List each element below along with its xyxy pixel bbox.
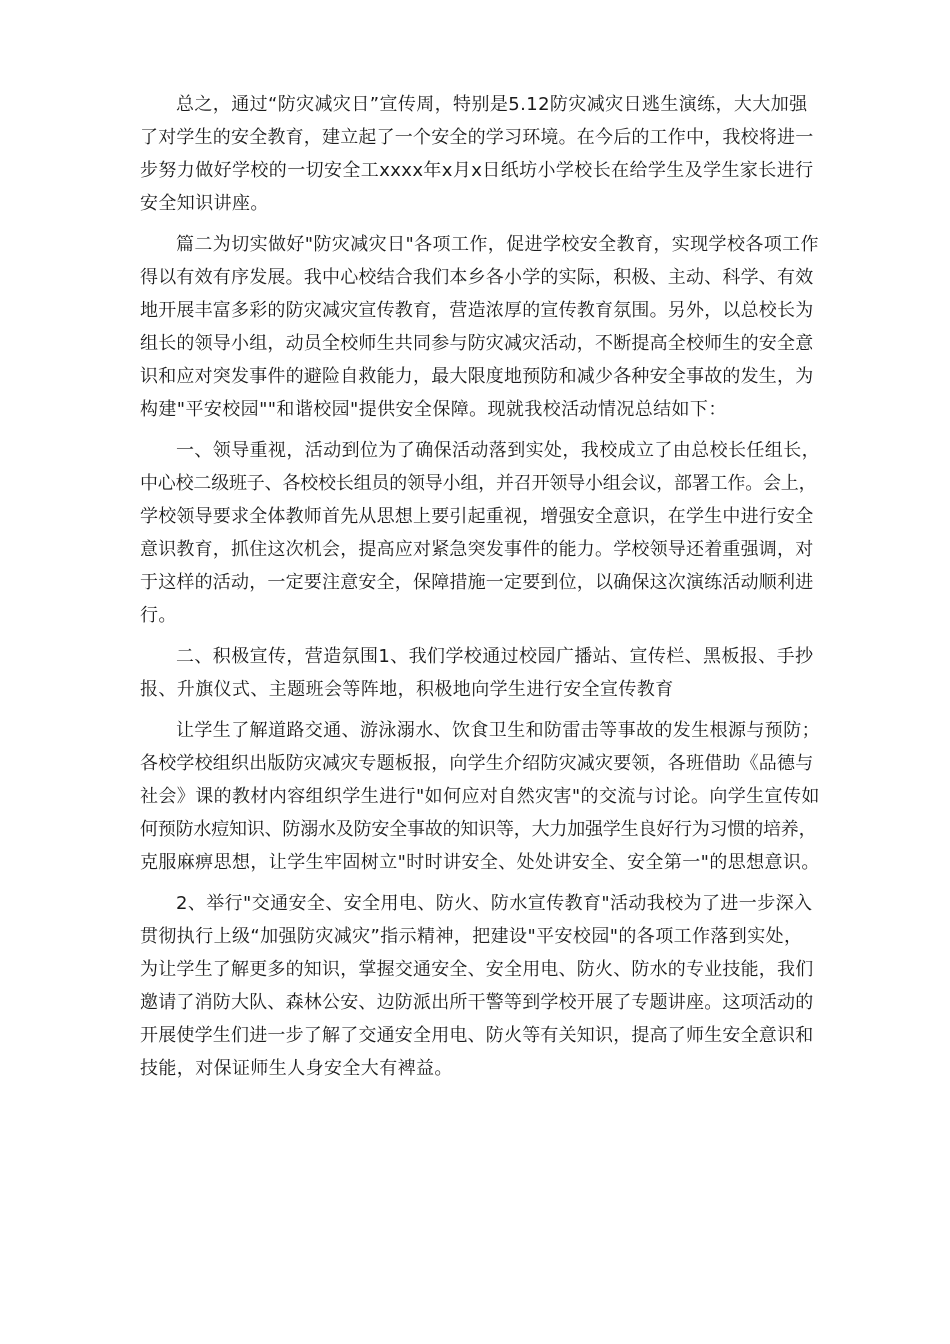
paragraph-section-one <box>140 434 820 632</box>
text-line: 中心校二级班子、各校校长组员的领导小组，并召开领导小组会议，部署工作。会上， <box>140 473 817 494</box>
paragraph-item-two <box>140 887 820 1085</box>
text-line: 构建"平安校园""和谐校园"提供安全保障。现就我校活动情况总结如下： <box>140 399 727 420</box>
text-line: 克服麻痹思想，让学生牢固树立"时时讲安全、处处讲安全、安全第一"的思想意识。 <box>140 852 820 873</box>
text-line: 了对学生的安全教育，建立起了一个安全的学习环境。在今后的工作中，我校将进一 <box>140 127 814 148</box>
paragraph-section-two <box>140 640 820 706</box>
paragraph-part-two-intro <box>140 228 820 426</box>
paragraph-student-awareness <box>140 714 820 879</box>
text-line: 邀请了消防大队、森林公安、边防派出所干警等到学校开展了专题讲座。这项活动的 <box>140 992 814 1013</box>
text-line: 何预防水痘知识、防溺水及防安全事故的知识等，大力加强学生良好行为习惯的培养， <box>140 819 817 840</box>
text-line: 安全知识讲座。 <box>140 193 269 214</box>
text-line: 得以有效有序发展。我中心校结合我们本乡各小学的实际，积极、主动、科学、有效 <box>140 267 814 288</box>
text-line: 为让学生了解更多的知识，掌握交通安全、安全用电、防火、防水的专业技能，我们 <box>140 959 814 980</box>
text-line: 组长的领导小组，动员全校师生共同参与防灾减灾活动，不断提高全校师生的安全意 <box>140 333 814 354</box>
text-line: 让学生了解道路交通、游泳溺水、饮食卫生和防雷击等事故的发生根源与预防； <box>176 720 820 741</box>
text-line: 2、举行"交通安全、安全用电、防火、防水宣传教育"活动我校为了进一步深入 <box>176 893 813 914</box>
text-line: 技能，对保证师生人身安全大有裨益。 <box>140 1058 453 1079</box>
text-line: 开展使学生们进一步了解了交通安全用电、防火等有关知识，提高了师生安全意识和 <box>140 1025 814 1046</box>
text-line: 一、领导重视，活动到位为了确保活动落到实处，我校成立了由总校长任组长， <box>176 440 820 461</box>
text-line: 总之，通过“防灾减灾日”宣传周，特别是5.12防灾减灾日逃生演练，大大加强 <box>176 94 808 115</box>
document-body <box>140 88 820 1093</box>
text-line: 步努力做好学校的一切安全工xxxx年x月x日纸坊小学校长在给学生及学生家长进行 <box>140 160 814 181</box>
text-line: 地开展丰富多彩的防灾减灾宣传教育，营造浓厚的宣传教育氛围。另外，以总校长为 <box>140 300 814 321</box>
text-line: 意识教育，抓住这次机会，提高应对紧急突发事件的能力。学校领导还着重强调，对 <box>140 539 814 560</box>
text-line: 贯彻执行上级“加强防灾减灾”指示精神，把建设"平安校园"的各项工作落到实处， <box>140 926 803 947</box>
text-line: 行。 <box>140 605 177 626</box>
text-line: 学校领导要求全体教师首先从思想上要引起重视，增强安全意识，在学生中进行安全 <box>140 506 814 527</box>
text-line: 报、升旗仪式、主题班会等阵地，积极地向学生进行安全宣传教育 <box>140 679 674 700</box>
text-line: 篇二为切实做好"防灾减灾日"各项工作，促进学校安全教育，实现学校各项工作 <box>176 234 819 255</box>
text-line: 社会》课的教材内容组织学生进行"如何应对自然灾害"的交流与讨论。向学生宣传如 <box>140 786 820 807</box>
paragraph-summary <box>140 88 820 220</box>
text-line: 二、积极宣传，营造氛围1、我们学校通过校园广播站、宣传栏、黑板报、手抄 <box>176 646 814 667</box>
text-line: 于这样的活动，一定要注意安全，保障措施一定要到位，以确保这次演练活动顺利进 <box>140 572 814 593</box>
text-line: 各校学校组织出版防灾减灾专题板报，向学生介绍防灾减灾要领，各班借助《品德与 <box>140 753 814 774</box>
text-line: 识和应对突发事件的避险自救能力，最大限度地预防和减少各种安全事故的发生，为 <box>140 366 814 387</box>
